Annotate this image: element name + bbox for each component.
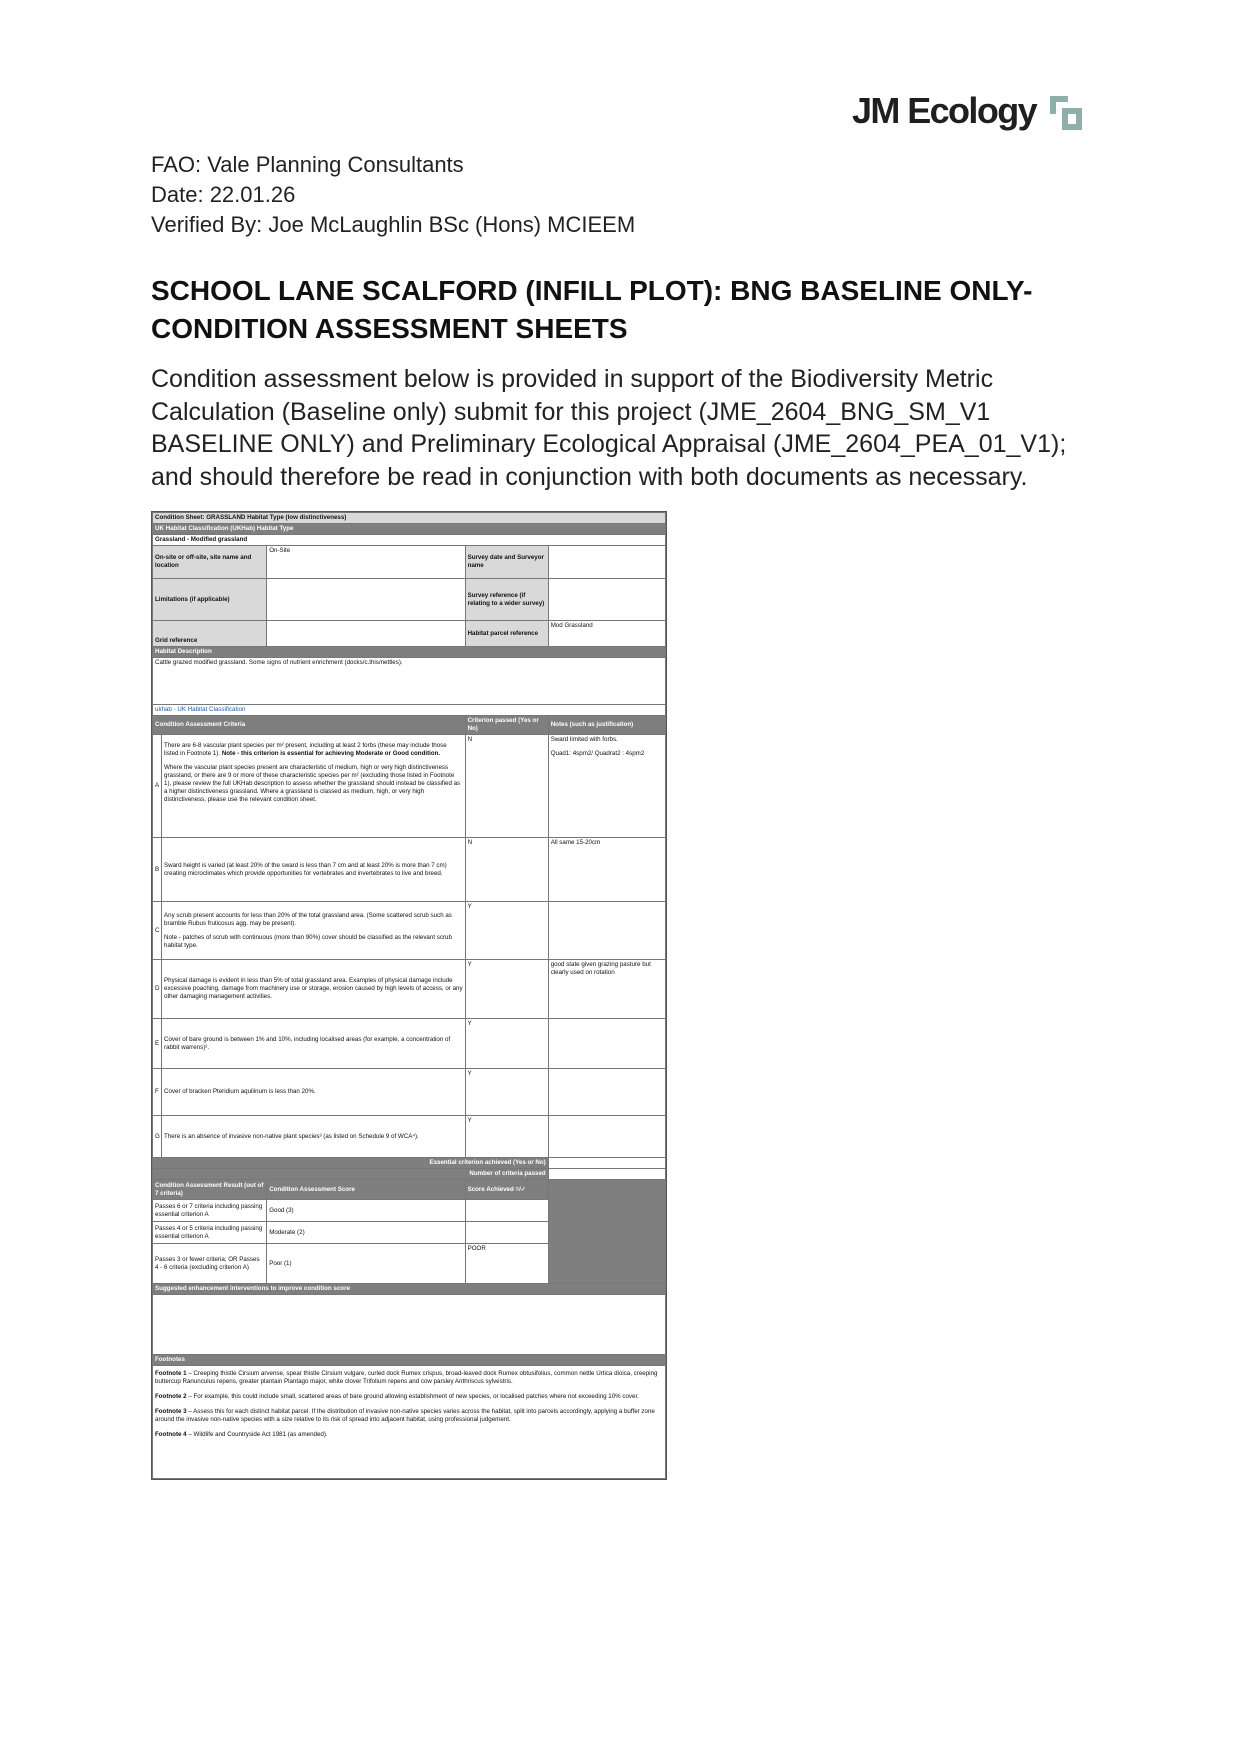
score-header: Condition Assessment Score (267, 1180, 465, 1200)
criterion-id: C (153, 902, 162, 960)
condition-sheet (151, 511, 667, 1480)
criterion-id: E (153, 1019, 162, 1069)
description-header: Habitat Description (153, 647, 666, 658)
fao-line: FAO: Vale Planning Consultants (151, 152, 464, 177)
criterion-text: Sward height is varied (at least 20% of the sward is less than 7 cm and at least 20% is more than 7 cm) creating microclimates which provide opportunities for vertebrates and invertebrates to live and breed. (162, 838, 466, 902)
survey-ref-label: Survey reference (if relating to a wider survey) (465, 579, 548, 621)
footnotes-header: Footnotes (153, 1355, 666, 1366)
essential-label: Essential criterion achieved (Yes or No) (153, 1158, 549, 1169)
criterion-id: G (153, 1116, 162, 1158)
criterion-passed: N (465, 838, 548, 902)
result-score: Moderate (2) (267, 1222, 465, 1244)
criterion-passed: Y (465, 1116, 548, 1158)
document-title: SCHOOL LANE SCALFORD (INFILL PLOT): BNG BASELINE ONLY- CONDITION ASSESSMENT SHEETS (151, 275, 1033, 344)
enhancement-header: Suggested enhancement interventions to improve condition score (153, 1284, 666, 1295)
criterion-text: There is an absence of invasive non-native plant species³ (as listed on Schedule 9 of WCA⁴). (162, 1116, 466, 1158)
footnotes (153, 1366, 666, 1479)
site-value: On-Site (267, 546, 465, 579)
grid-ref-value (267, 621, 465, 647)
number-label: Number of criteria passed (153, 1169, 549, 1180)
achieved-header: Score Achieved =/✓ (465, 1180, 548, 1200)
survey-ref-value (548, 579, 665, 621)
criterion-note (548, 902, 665, 960)
criterion-passed: Y (465, 1019, 548, 1069)
logo-text: JM Ecology (852, 90, 1037, 131)
criterion-id: B (153, 838, 162, 902)
habitat-type: Grassland - Modified grassland (153, 535, 666, 546)
ukhab-header: UK Habitat Classification (UKHab) Habitat Type (153, 524, 666, 535)
criterion-text: Cover of bracken Pteridium aquilinum is less than 20%. (162, 1069, 466, 1116)
result-criteria: Passes 3 or fewer criteria; OR Passes 4 - 6 criteria (excluding criterion A) (153, 1244, 267, 1284)
result-criteria: Passes 6 or 7 criteria including passing essential criterion A (153, 1200, 267, 1222)
result-achieved (465, 1222, 548, 1244)
passed-header: Criterion passed (Yes or No) (465, 716, 548, 735)
criterion-note: good state given grazing pasture but clearly used on rotation (548, 960, 665, 1019)
footnote-1: Footnote 1 – Creeping thistle Cirsium arvense, spear thistle Cirsium vulgare, curled dock Rumex crispus, broad-leaved dock Rumex obtusifolius, common nettle Urtica dioica, creeping buttercup Ranunculus repens, greater plantain Plantago major, white clover Trifolium repens and cow parsley Anthriscus sylvestris. (155, 1370, 658, 1385)
letter-meta (151, 150, 635, 240)
parcel-ref-value: Mod Grassland (548, 621, 665, 647)
parcel-ref-label: Habitat parcel reference (465, 621, 548, 647)
criterion-passed: N (465, 735, 548, 838)
essential-value (548, 1158, 665, 1169)
footnote-3: Footnote 3 – Assess this for each distinct habitat parcel. If the distribution of invasive non-native species varies across the habitat, split into parcels accordingly, applying a buffer zone around the invasive non-native species with a size relative to its risk of spread into adjacent habitat, using professional judgement. (155, 1408, 655, 1423)
criteria-header: Condition Assessment Criteria (153, 716, 466, 735)
result-criteria: Passes 4 or 5 criteria including passing essential criterion A (153, 1222, 267, 1244)
footnote-2: Footnote 2 – For example, this could include small, scattered areas of bare ground allowing establishment of new species, or localised patches where not exceeding 10% cover. (155, 1393, 639, 1400)
overlapping-squares-icon (1048, 94, 1084, 132)
criterion-text: There are 6-8 vascular plant species per m² present, including at least 2 forbs (these may include those listed in Footnote 1). Note - this criterion is essential for achieving Moderate or Good condition. Where the vascular plant species present are characteristic of medium, high or very high distinctiveness grassland, or there are 9 or more of these characteristic species per m² (excluding those listed in Footnote 1), please review the full UKHab description to assess whether the grassland should instead be classified as a higher distinctiveness grassland. Where a grassland is classed as medium, high, or very high distinctiveness, please use the relevant condition sheet. (162, 735, 466, 838)
survey-date-label: Survey date and Surveyor name (465, 546, 548, 579)
criterion-note (548, 1019, 665, 1069)
criterion-id: D (153, 960, 162, 1019)
result-achieved: POOR (465, 1244, 548, 1284)
criterion-passed: Y (465, 960, 548, 1019)
criterion-text: Cover of bare ground is between 1% and 10%, including localised areas (for example, a concentration of rabbit warrens)². (162, 1019, 466, 1069)
criterion-passed: Y (465, 902, 548, 960)
limitations-label: Limitations (if applicable) (153, 579, 267, 621)
criterion-text: Physical damage is evident in less than 5% of total grassland area. Examples of physical damage include excessive poaching, damage from machinery use or storage, erosion caused by high levels of access, or any other damaging management activities. (162, 960, 466, 1019)
date-line: Date: 22.01.26 (151, 182, 296, 207)
footnote-4: Footnote 4 – Wildlife and Countryside Act 1981 (as amended). (155, 1431, 328, 1438)
habitat-description: Cattle grazed modified grassland. Some signs of nutrient enrichment (docks/c.this/nettles). (153, 658, 666, 705)
notes-header: Notes (such as justification) (548, 716, 665, 735)
criterion-note (548, 1069, 665, 1116)
limitations-value (267, 579, 465, 621)
number-value (548, 1169, 665, 1180)
criterion-text: Any scrub present accounts for less than 20% of the total grassland area. (Some scattered scrub such as bramble Rubus fruticosus agg. may be present). Note - patches of scrub with continuous (more than 90%) cover should be classified as the relevant scrub habitat type. (162, 902, 466, 960)
result-score: Poor (1) (267, 1244, 465, 1284)
criterion-passed: Y (465, 1069, 548, 1116)
grid-ref-label: Grid reference (153, 621, 267, 647)
company-logo (852, 88, 1084, 138)
criterion-id: F (153, 1069, 162, 1116)
criterion-note: Sward limited with forbs. Quad1: 4spm2/ Quadrat2 : 4spm2 (548, 735, 665, 838)
result-score: Good (3) (267, 1200, 465, 1222)
result-achieved (465, 1200, 548, 1222)
survey-date-value (548, 546, 665, 579)
sheet-title: Condition Sheet: GRASSLAND Habitat Type (low distinctiveness) (153, 513, 666, 524)
ukhab-link[interactable]: ukhab - UK Habitat Classification (153, 705, 666, 716)
criterion-note: All same 15-20cm (548, 838, 665, 902)
score-grey-block (548, 1180, 665, 1284)
intro-paragraph: Condition assessment below is provided in support of the Biodiversity Metric Calculation (Baseline only) submit for this project (JME_2604_BNG_SM_V1 BASELINE ONLY) and Preliminary Ecological Appraisal (JME_2604_PEA_01_V1); and should therefore be read in conjunction with both documents as necessary. (151, 365, 1067, 491)
criterion-note (548, 1116, 665, 1158)
criterion-id: A (153, 735, 162, 838)
site-label: On-site or off-site, site name and location (153, 546, 267, 579)
enhancement-value (153, 1295, 666, 1355)
verified-line: Verified By: Joe McLaughlin BSc (Hons) MCIEEM (151, 212, 636, 237)
result-header: Condition Assessment Result (out of 7 criteria) (153, 1180, 267, 1200)
